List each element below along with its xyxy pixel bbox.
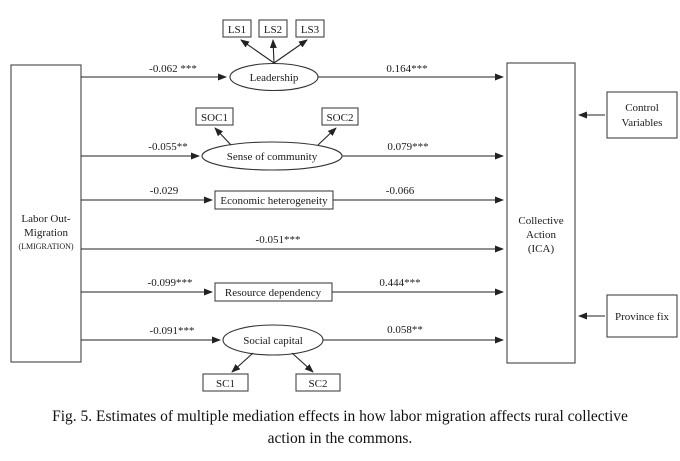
soc2-label: SOC2 [326, 112, 354, 124]
labor-out-migration-label-line2: Migration [24, 227, 68, 239]
coef-migration-leadership: -0.062 *** [149, 63, 197, 75]
coef-migration-eh: -0.029 [149, 185, 179, 197]
social-capital-label: Social capital [243, 335, 303, 347]
leadership-ls2-arrow [273, 40, 274, 63]
labor-out-migration-label-line3: (LMIGRATION) [18, 242, 74, 251]
coef-rd-ica: 0.444*** [379, 277, 421, 289]
soc1-label: SOC1 [201, 112, 228, 124]
coef-migration-soc: -0.055** [148, 141, 188, 153]
figure-caption [0, 406, 680, 450]
sc-sc2-arrow [292, 353, 313, 372]
coef-soc-ica: 0.079*** [387, 141, 429, 153]
province-fix-label: Province fix [614, 311, 670, 323]
collective-action-label-line3: (ICA) [527, 243, 555, 255]
figure-caption-line1: Fig. 5. Estimates of multiple mediation effects in how labor migration affects rural collective [52, 408, 628, 425]
labor-out-migration-label-line1: Labor Out- [21, 213, 71, 225]
coef-migration-sc: -0.091*** [149, 325, 195, 337]
ls3-label: LS3 [300, 24, 320, 36]
collective-action-box [507, 63, 575, 363]
coef-direct-effect: -0.051*** [255, 234, 301, 246]
control-variables-box [607, 92, 677, 138]
collective-action-label-line1: Collective [518, 215, 564, 227]
sc-sc1-arrow [232, 353, 253, 372]
economic-heterogeneity-label: Economic heterogeneity [220, 195, 328, 207]
leadership-ls3-arrow [274, 40, 307, 63]
sense-of-community-label: Sense of community [226, 151, 318, 163]
coef-sc-ica: 0.058** [387, 324, 423, 336]
leadership-label: Leadership [249, 72, 299, 84]
sc1-label: SC1 [216, 378, 235, 390]
coef-migration-rd: -0.099*** [147, 277, 193, 289]
soc-soc2-arrow [318, 128, 336, 145]
soc-soc1-arrow [215, 128, 231, 145]
collective-action-label-line2: Action [526, 229, 556, 241]
coef-leadership-ica: 0.164*** [386, 63, 428, 75]
ls2-label: LS2 [263, 24, 283, 36]
coef-eh-ica: -0.066 [385, 185, 415, 197]
control-variables-label-line1: Control [625, 102, 659, 114]
resource-dependency-label: Resource dependency [224, 287, 322, 299]
ls1-label: LS1 [227, 24, 247, 36]
figure-caption-line2: action in the commons. [267, 430, 413, 447]
sc2-label: SC2 [308, 378, 328, 390]
leadership-ls1-arrow [241, 40, 274, 63]
control-variables-label-line2: Variables [621, 117, 663, 129]
